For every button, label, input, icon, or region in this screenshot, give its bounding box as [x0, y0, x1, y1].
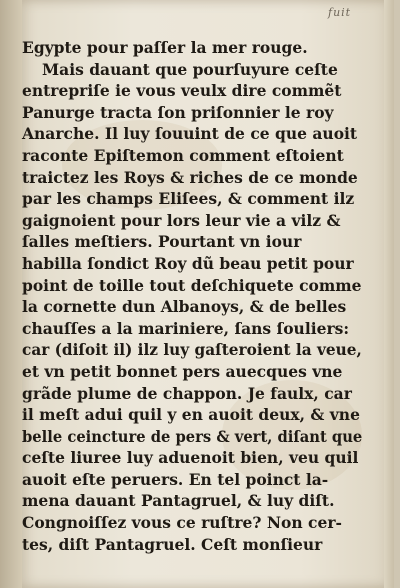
- book-gutter: [0, 0, 22, 588]
- text-line: la cornette dun Albanoys, & de belles: [22, 297, 347, 317]
- text-line: par les champs Eliſees, & comment ilz: [22, 189, 355, 209]
- text-line: il meſt adui quil y en auoit deux, & vne: [22, 405, 360, 425]
- text-line: Congnoiſſez vous ce ruſtre? Non cer-: [22, 513, 342, 533]
- text-line: grãde plume de chappon. Je faulx, car: [22, 383, 352, 403]
- text-line: traictez les Roys & riches de ce monde: [22, 167, 358, 187]
- text-line: mena dauant Pantagruel, & luy diſt.: [22, 491, 335, 511]
- text-line: raconte Epiſtemon comment eſtoient: [22, 145, 344, 165]
- text-line: habilla ſondict Roy dũ beau petit pour: [22, 253, 354, 273]
- running-head: fuit: [328, 6, 352, 19]
- text-line: et vn petit bonnet pers auecques vne: [22, 361, 343, 381]
- text-line: gaignoient pour lors leur vie a vilz &: [22, 210, 341, 230]
- text-line: chauſſes a la mariniere, ſans ſouliers:: [22, 318, 350, 338]
- text-line: entrepriſe ie vous veulx dire commẽt: [22, 81, 342, 101]
- text-line: ſalles meſtiers. Pourtant vn iour: [22, 232, 302, 252]
- text-line: Anarche. Il luy ſouuint de ce que auoit: [22, 124, 358, 144]
- text-line: point de toille tout deſchiquete comme: [22, 275, 362, 295]
- page-text: [22, 37, 362, 555]
- text-line: car (diſoit il) ilz luy gaſteroient la veue,: [22, 340, 362, 360]
- page-edge: [384, 0, 394, 588]
- text-line: Panurge tracta ſon priſonnier le roy: [22, 102, 334, 122]
- text-line: tes, diſt Pantagruel. Ceſt monſieur: [22, 534, 323, 554]
- text-line: belle ceincture de pers & vert, diſant que: [22, 426, 363, 446]
- text-line: auoit eſte peruers. En tel poinct la-: [22, 469, 329, 489]
- text-line: Mais dauant que pourſuyure ceſte: [42, 59, 338, 79]
- text-line: ceſte liuree luy aduenoit bien, veu quil: [22, 448, 359, 468]
- text-line: Egypte pour paſſer la mer rouge.: [22, 38, 308, 57]
